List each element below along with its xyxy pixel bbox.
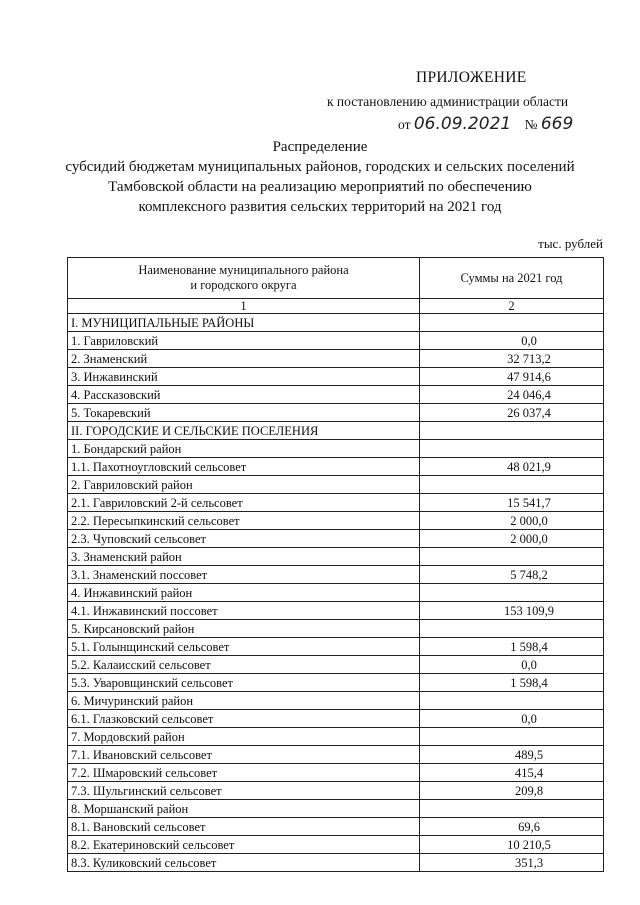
table-row (68, 494, 604, 512)
row-amount (420, 476, 604, 494)
handwritten-date: 06.09.2021 (413, 114, 512, 134)
table-row (68, 656, 604, 674)
subsidy-allocation-table (67, 257, 604, 872)
table-row (68, 476, 604, 494)
row-name: 5. Токаревский (68, 404, 420, 422)
row-name: 2. Гавриловский район (68, 476, 420, 494)
document-heading-line-2: субсидий бюджетам муниципальных районов, городских и сельских поселений (65, 159, 575, 175)
column-header-name-line-2: и городского округа (190, 278, 297, 292)
row-name: II. ГОРОДСКИЕ И СЕЛЬСКИЕ ПОСЕЛЕНИЯ (68, 422, 420, 440)
table-row (68, 512, 604, 530)
table-row (68, 548, 604, 566)
row-name: 1. Гавриловский (68, 332, 420, 350)
row-name: 8.2. Екатериновский сельсовет (68, 836, 420, 854)
row-name: 8.1. Вановский сельсовет (68, 818, 420, 836)
row-name: 2.3. Чуповский сельсовет (68, 530, 420, 548)
row-amount: 0,0 (420, 710, 604, 728)
row-name: 5.3. Уваровщинский сельсовет (68, 674, 420, 692)
row-amount (420, 422, 604, 440)
row-amount: 351,3 (420, 854, 604, 872)
row-name: 5.2. Калаисский сельсовет (68, 656, 420, 674)
row-amount: 69,6 (420, 818, 604, 836)
table-row (68, 620, 604, 638)
row-name: 2.2. Пересыпкинский сельсовет (68, 512, 420, 530)
table-row (68, 818, 604, 836)
table-row (68, 422, 604, 440)
row-amount: 1 598,4 (420, 638, 604, 656)
row-amount: 0,0 (420, 332, 604, 350)
row-amount (420, 314, 604, 332)
row-amount: 2 000,0 (420, 530, 604, 548)
row-name: 2.1. Гавриловский 2-й сельсовет (68, 494, 420, 512)
row-name: 4. Рассказовский (68, 386, 420, 404)
column-number-2: 2 (420, 299, 604, 314)
row-name: 3.1. Знаменский поссовет (68, 566, 420, 584)
table-row (68, 674, 604, 692)
document-heading-line-3: Тамбовской области на реализацию мероприятий по обеспечению (108, 179, 532, 195)
row-amount (420, 728, 604, 746)
row-amount (420, 440, 604, 458)
row-amount (420, 584, 604, 602)
row-name: 7. Мордовский район (68, 728, 420, 746)
row-amount: 1 598,4 (420, 674, 604, 692)
table-row (68, 800, 604, 818)
column-header-amount: Суммы на 2021 год (420, 258, 604, 299)
row-name: 1. Бондарский район (68, 440, 420, 458)
row-amount (420, 620, 604, 638)
row-amount: 209,8 (420, 782, 604, 800)
row-amount: 2 000,0 (420, 512, 604, 530)
row-amount: 10 210,5 (420, 836, 604, 854)
row-amount: 415,4 (420, 764, 604, 782)
row-name: 4.1. Инжавинский поссовет (68, 602, 420, 620)
document-heading-line-1: Распределение (272, 139, 368, 155)
row-amount (420, 692, 604, 710)
handwritten-number: 669 (540, 114, 574, 134)
row-name: 8.3. Куликовский сельсовет (68, 854, 420, 872)
row-amount: 47 914,6 (420, 368, 604, 386)
row-name: 3. Знаменский район (68, 548, 420, 566)
column-number-1: 1 (68, 299, 420, 314)
table-row (68, 458, 604, 476)
table-row (68, 332, 604, 350)
table-row (68, 314, 604, 332)
row-amount: 0,0 (420, 656, 604, 674)
table-header-row (68, 258, 604, 299)
table-row (68, 386, 604, 404)
row-name: 6.1. Глазковский сельсовет (68, 710, 420, 728)
row-name: 7.1. Ивановский сельсовет (68, 746, 420, 764)
row-amount: 15 541,7 (420, 494, 604, 512)
table-row (68, 728, 604, 746)
document-heading-line-4: комплексного развития сельских территорий на 2021 год (138, 199, 502, 215)
column-header-name-line-1: Наименование муниципального района (138, 263, 349, 277)
appendix-title: ПРИЛОЖЕНИЕ (416, 69, 527, 86)
row-amount: 153 109,9 (420, 602, 604, 620)
table-row (68, 854, 604, 872)
row-amount: 32 713,2 (420, 350, 604, 368)
table-row (68, 368, 604, 386)
row-amount: 48 021,9 (420, 458, 604, 476)
row-amount: 489,5 (420, 746, 604, 764)
row-name: 1.1. Пахотноугловский сельсовет (68, 458, 420, 476)
row-amount: 26 037,4 (420, 404, 604, 422)
table-row (68, 710, 604, 728)
table-row (68, 584, 604, 602)
table-row (68, 638, 604, 656)
row-name: I. МУНИЦИПАЛЬНЫЕ РАЙОНЫ (68, 314, 420, 332)
row-name: 5. Кирсановский район (68, 620, 420, 638)
units-label: тыс. рублей (538, 236, 603, 251)
row-name: 6. Мичуринский район (68, 692, 420, 710)
table-row (68, 782, 604, 800)
row-name: 7.3. Шульгинский сельсовет (68, 782, 420, 800)
table-row (68, 530, 604, 548)
table-row (68, 764, 604, 782)
column-number-row (68, 299, 604, 314)
row-name: 7.2. Шмаровский сельсовет (68, 764, 420, 782)
row-amount (420, 548, 604, 566)
table-row (68, 440, 604, 458)
row-name: 5.1. Голынщинский сельсовет (68, 638, 420, 656)
row-name: 3. Инжавинский (68, 368, 420, 386)
table-row (68, 404, 604, 422)
row-name: 8. Моршанский район (68, 800, 420, 818)
resolution-date-line (398, 114, 573, 134)
table-row (68, 746, 604, 764)
row-name: 4. Инжавинский район (68, 584, 420, 602)
table-row (68, 836, 604, 854)
date-prefix: от (398, 117, 411, 132)
number-label: № (524, 117, 538, 132)
table-row (68, 566, 604, 584)
column-header-name (68, 258, 420, 299)
row-amount (420, 800, 604, 818)
table-row (68, 692, 604, 710)
table-row (68, 350, 604, 368)
table-row (68, 602, 604, 620)
appendix-subtitle: к постановлению администрации области (327, 94, 569, 109)
row-amount: 24 046,4 (420, 386, 604, 404)
row-name: 2. Знаменский (68, 350, 420, 368)
row-amount: 5 748,2 (420, 566, 604, 584)
